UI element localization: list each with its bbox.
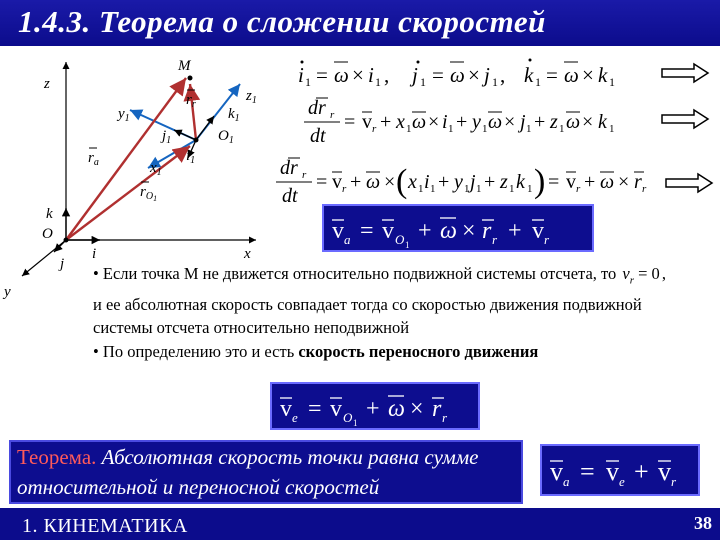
svg-text:ω: ω bbox=[440, 218, 457, 244]
svg-text:=: = bbox=[580, 457, 595, 486]
svg-text:+: + bbox=[484, 171, 496, 193]
svg-text:j: j bbox=[412, 63, 418, 87]
svg-text:=: = bbox=[308, 396, 322, 422]
svg-text:r: r bbox=[492, 232, 498, 247]
svg-text:=: = bbox=[548, 171, 560, 193]
svg-text:dt: dt bbox=[310, 125, 326, 147]
svg-text:1: 1 bbox=[353, 418, 358, 428]
svg-text:1: 1 bbox=[418, 183, 424, 195]
svg-text:+: + bbox=[366, 396, 380, 422]
svg-text:v: v bbox=[566, 171, 576, 193]
svg-text:1: 1 bbox=[430, 183, 436, 195]
formula-box-transport bbox=[270, 382, 480, 430]
svg-text:v: v bbox=[382, 218, 394, 244]
arrow-icon-2 bbox=[660, 108, 710, 130]
svg-text:z: z bbox=[500, 171, 508, 193]
svg-text:ω: ω bbox=[388, 396, 405, 422]
formula-line-2 bbox=[300, 94, 650, 150]
slide-title: 1.4.3. Теорема о сложении скоростей bbox=[18, 4, 546, 39]
label-M: M bbox=[178, 58, 191, 74]
svg-text:i: i bbox=[442, 111, 448, 133]
svg-text:=: = bbox=[344, 111, 356, 133]
svg-text:1: 1 bbox=[305, 75, 311, 89]
svg-text:1: 1 bbox=[559, 123, 565, 135]
theorem-body: Абсолютная скорость точки равна сумме относительной и переносной скоростей bbox=[17, 445, 479, 499]
ra-vector bbox=[66, 78, 186, 240]
svg-text:r: r bbox=[642, 183, 647, 195]
label-k: k bbox=[46, 206, 53, 222]
svg-text:,: , bbox=[384, 63, 390, 87]
svg-text:): ) bbox=[534, 163, 546, 200]
svg-text:ω: ω bbox=[412, 111, 427, 133]
svg-text:+: + bbox=[456, 111, 468, 133]
svg-text:r: r bbox=[302, 169, 307, 181]
svg-text:r: r bbox=[671, 474, 677, 489]
j-vector bbox=[54, 240, 66, 252]
svg-text:i: i bbox=[368, 63, 374, 87]
label-ra: $r_a$ bbox=[88, 150, 99, 168]
label-j1: $j_1$ bbox=[162, 128, 172, 146]
svg-text:y: y bbox=[472, 111, 481, 133]
formula-box-absolute bbox=[322, 204, 594, 252]
svg-text:ω: ω bbox=[564, 63, 579, 87]
svg-text:=: = bbox=[316, 171, 328, 193]
svg-text:1: 1 bbox=[464, 183, 470, 195]
svg-text:r: r bbox=[544, 232, 550, 247]
svg-text:+: + bbox=[584, 171, 596, 193]
svg-text:ω: ω bbox=[488, 111, 503, 133]
svg-text:a: a bbox=[344, 232, 351, 247]
svg-text:1: 1 bbox=[609, 75, 615, 89]
svg-text:1: 1 bbox=[509, 183, 515, 195]
page-number: 38 bbox=[694, 513, 712, 533]
svg-text:×: × bbox=[384, 171, 396, 193]
svg-text:r: r bbox=[342, 183, 347, 195]
svg-text:+: + bbox=[534, 111, 546, 133]
svg-text:v: v bbox=[332, 218, 344, 244]
svg-text:dt: dt bbox=[282, 185, 298, 207]
bullet-1: • Если точка M не движется относительно подвижной системы отсчета, то $v_r = 0$ , и ее абсолютная скорость совпадает тогда со скоростью движения подвижной системы отсчета относительно неподвижной bbox=[93, 264, 666, 338]
svg-text:e: e bbox=[292, 410, 298, 425]
svg-text:i: i bbox=[298, 63, 304, 87]
svg-text:a: a bbox=[563, 474, 570, 489]
svg-text:=: = bbox=[360, 218, 374, 244]
svg-text:j: j bbox=[484, 63, 490, 87]
svg-text:ω: ω bbox=[600, 171, 615, 193]
formula-line-1 bbox=[296, 52, 646, 94]
svg-text:r: r bbox=[330, 109, 335, 121]
label-x: x bbox=[244, 246, 251, 262]
svg-text:v: v bbox=[658, 457, 671, 486]
arrow-icon-3 bbox=[664, 172, 714, 194]
svg-text:r: r bbox=[482, 218, 492, 244]
svg-text:r: r bbox=[442, 410, 448, 425]
svg-text:1: 1 bbox=[448, 123, 454, 135]
svg-text:=: = bbox=[546, 63, 558, 87]
bullet-2: • По определению это и есть скорость переносного движения bbox=[93, 341, 539, 361]
svg-text:+: + bbox=[438, 171, 450, 193]
svg-text:O: O bbox=[343, 410, 353, 425]
svg-text:1: 1 bbox=[535, 75, 541, 89]
label-O1: $O_1$ bbox=[218, 128, 234, 146]
svg-text:k: k bbox=[598, 63, 608, 87]
svg-text:v: v bbox=[550, 457, 563, 486]
svg-text:k: k bbox=[516, 171, 525, 193]
svg-text:+: + bbox=[508, 218, 522, 244]
svg-text:x: x bbox=[396, 111, 405, 133]
bullet-text bbox=[93, 262, 673, 363]
svg-text:1: 1 bbox=[406, 123, 412, 135]
svg-text:1: 1 bbox=[527, 183, 533, 195]
svg-text:i: i bbox=[424, 171, 430, 193]
svg-text:v: v bbox=[332, 171, 342, 193]
svg-text:×: × bbox=[428, 111, 440, 133]
point-O bbox=[64, 238, 69, 243]
svg-text:r: r bbox=[372, 123, 377, 135]
svg-text:v: v bbox=[532, 218, 544, 244]
label-z1: $z_1$ bbox=[246, 88, 257, 106]
theorem-lead: Теорема. bbox=[17, 445, 97, 469]
svg-text:1: 1 bbox=[375, 75, 381, 89]
svg-text:ω: ω bbox=[366, 171, 381, 193]
svg-text:e: e bbox=[619, 474, 625, 489]
svg-text:v: v bbox=[280, 396, 292, 422]
svg-text:=: = bbox=[432, 63, 444, 87]
point-O1 bbox=[194, 138, 199, 143]
svg-text:+: + bbox=[380, 111, 392, 133]
point-M bbox=[188, 76, 193, 81]
svg-text:1: 1 bbox=[420, 75, 426, 89]
svg-text:v: v bbox=[606, 457, 619, 486]
svg-text:+: + bbox=[634, 457, 649, 486]
svg-text:×: × bbox=[582, 63, 594, 87]
label-x1: $x_1$ bbox=[150, 160, 162, 178]
svg-text:×: × bbox=[504, 111, 516, 133]
section-label: 1. КИНЕМАТИКА bbox=[22, 515, 188, 537]
svg-text:r: r bbox=[432, 396, 442, 422]
label-i1: $i_1$ bbox=[186, 148, 196, 166]
svg-text:k: k bbox=[524, 63, 534, 87]
svg-text:dr: dr bbox=[280, 157, 298, 179]
svg-text:y: y bbox=[454, 171, 463, 193]
svg-text:ω: ω bbox=[566, 111, 581, 133]
svg-text:1: 1 bbox=[609, 123, 615, 135]
k1-vector bbox=[196, 116, 214, 140]
label-rO1: $r_O1$ bbox=[140, 184, 158, 203]
arrow-icon-1 bbox=[660, 62, 710, 84]
svg-text:×: × bbox=[462, 218, 476, 244]
svg-text:v: v bbox=[330, 396, 342, 422]
label-j: j bbox=[60, 256, 65, 272]
svg-text:k: k bbox=[598, 111, 607, 133]
svg-text:×: × bbox=[410, 396, 424, 422]
svg-text:z: z bbox=[550, 111, 558, 133]
svg-text:×: × bbox=[352, 63, 364, 87]
svg-text:,: , bbox=[500, 63, 506, 87]
formula-line-3 bbox=[272, 152, 672, 208]
svg-text:1: 1 bbox=[482, 123, 488, 135]
vr-zero-formula: $v_r = 0$ bbox=[622, 264, 660, 287]
svg-text:j: j bbox=[520, 111, 526, 133]
svg-text:j: j bbox=[470, 171, 476, 193]
label-y: y bbox=[4, 284, 11, 300]
label-rr: $r_r$ bbox=[186, 92, 196, 110]
theorem-box bbox=[9, 440, 523, 504]
svg-text:+: + bbox=[418, 218, 432, 244]
svg-text:ω: ω bbox=[334, 63, 349, 87]
svg-text:dr: dr bbox=[308, 97, 326, 119]
svg-text:r: r bbox=[576, 183, 581, 195]
svg-text:v: v bbox=[362, 111, 372, 133]
svg-text:(: ( bbox=[396, 163, 408, 200]
svg-text:ω: ω bbox=[450, 63, 465, 87]
label-O: O bbox=[42, 226, 53, 242]
svg-text:1: 1 bbox=[526, 123, 532, 135]
svg-text:×: × bbox=[582, 111, 594, 133]
svg-text:1: 1 bbox=[476, 183, 482, 195]
svg-text:1: 1 bbox=[405, 240, 410, 250]
formula-box-sum bbox=[540, 444, 700, 496]
svg-text:r: r bbox=[634, 171, 642, 193]
label-z: z bbox=[44, 76, 50, 92]
svg-text:O: O bbox=[395, 232, 405, 247]
label-y1: $y_1$ bbox=[118, 106, 130, 124]
rO1-vector bbox=[66, 146, 190, 240]
svg-text:=: = bbox=[316, 63, 328, 87]
label-k1: $k_1$ bbox=[228, 106, 240, 124]
label-i: i bbox=[92, 246, 97, 262]
j1-vector bbox=[174, 130, 196, 140]
svg-text:×: × bbox=[468, 63, 480, 87]
svg-text:×: × bbox=[618, 171, 630, 193]
svg-text:1: 1 bbox=[492, 75, 498, 89]
svg-text:+: + bbox=[350, 171, 362, 193]
svg-text:x: x bbox=[408, 171, 417, 193]
